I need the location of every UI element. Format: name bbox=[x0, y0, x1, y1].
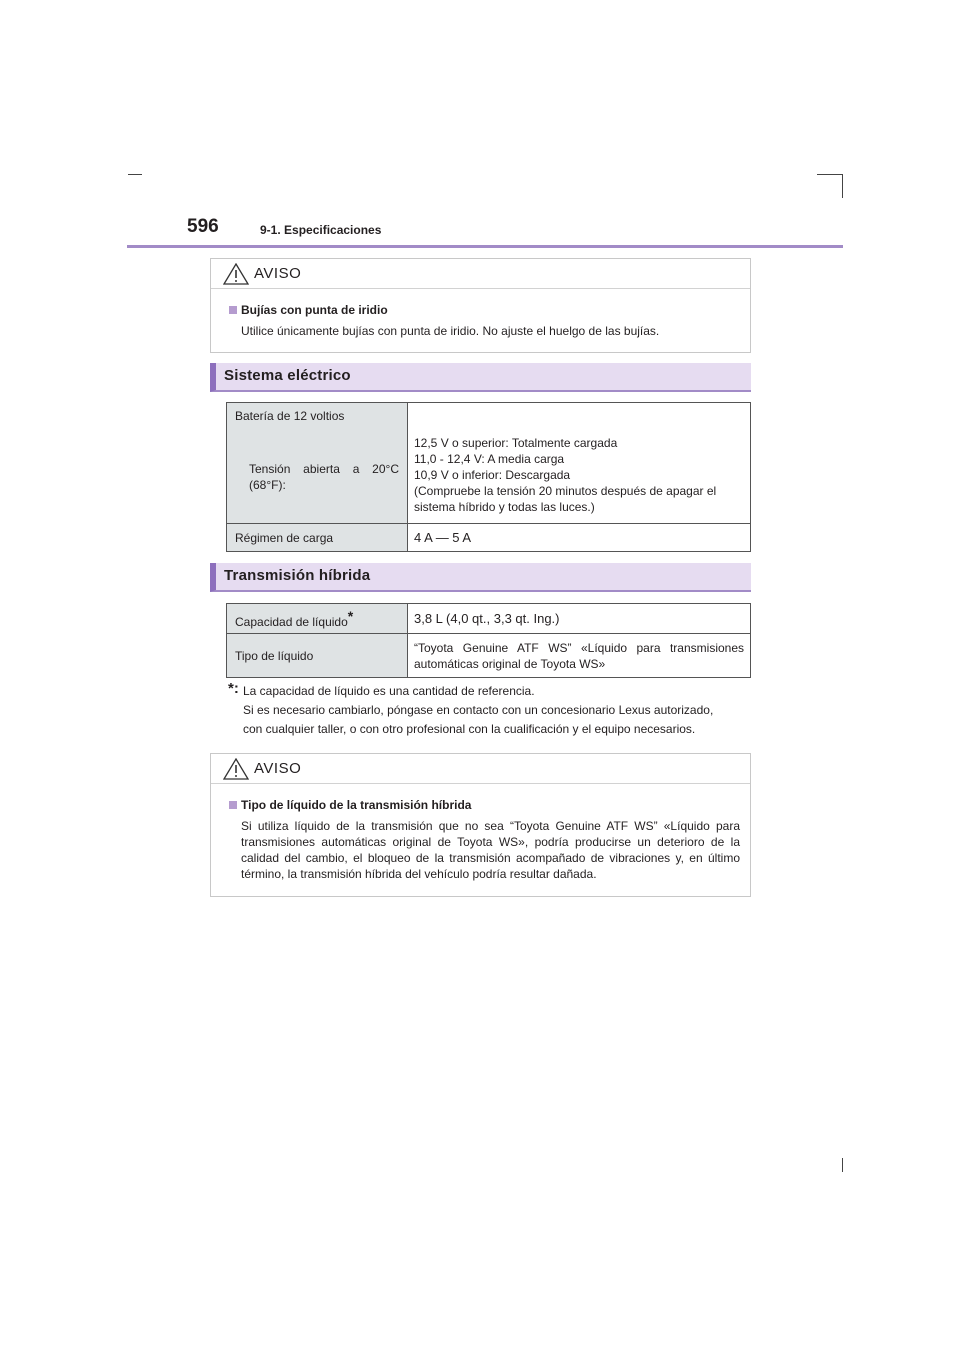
capacity-label-cell bbox=[227, 604, 408, 634]
voltage-values-cell bbox=[408, 403, 751, 524]
crop-mark-top-left bbox=[128, 174, 142, 175]
battery-label: Batería de 12 voltios bbox=[235, 409, 345, 423]
battery-label-cell bbox=[227, 403, 408, 524]
footnote-mark: * bbox=[347, 608, 354, 624]
capacity-label: Capacidad de líquido bbox=[235, 615, 348, 629]
section-reference: 9-1. Especificaciones bbox=[260, 223, 382, 237]
warning-box-transmission-fluid bbox=[210, 753, 751, 897]
voltage-line: 10,9 V o inferior: Descargada bbox=[414, 468, 571, 482]
warning-item-title bbox=[229, 798, 740, 812]
footnote-line: Si es necesario cambiarlo, póngase en contacto con un concesionario Lexus autorizado, bbox=[243, 703, 714, 717]
warning-item-title-text: Tipo de líquido de la transmisión híbrida bbox=[241, 798, 472, 812]
footnote-line: con cualquier taller, o con otro profesional con la cualificación y el equipo necesarios. bbox=[243, 722, 696, 736]
section-title-transmission bbox=[210, 563, 751, 592]
footnote-text bbox=[243, 682, 750, 739]
warning-box-spark-plugs bbox=[210, 258, 751, 353]
charge-value: 4 A — 5 A bbox=[408, 524, 751, 552]
warning-triangle-icon bbox=[223, 758, 249, 780]
voltage-line: 11,0 - 12,4 V: A media carga bbox=[414, 452, 565, 466]
warning-header bbox=[211, 259, 750, 289]
section-title-text: Sistema eléctrico bbox=[224, 367, 351, 384]
table-row bbox=[227, 524, 751, 552]
footnote-line: La capacidad de líquido es una cantidad de referencia. bbox=[243, 684, 535, 698]
charge-label: Régimen de carga bbox=[227, 524, 408, 552]
crop-mark-top-right-h bbox=[817, 174, 843, 175]
voltage-line: 12,5 V o superior: Totalmente cargada bbox=[414, 436, 618, 450]
crop-mark-top-right-v bbox=[842, 174, 843, 198]
warning-item-text: Utilice únicamente bujías con punta de iridio. No ajuste el huelgo de las bujías. bbox=[241, 324, 660, 338]
page-number: 596 bbox=[187, 216, 219, 237]
voltage-label: Tensión abierta a 20°C (68°F): bbox=[249, 462, 399, 492]
voltage-line: (Compruebe la tensión 20 minutos después de apagar el sistema híbrido y todas las luces.) bbox=[414, 484, 717, 514]
warning-item-text: Si utiliza líquido de la transmisión que no sea “Toyota Genuine ATF WS” «Líquido para transmisiones automáticas original de Toyota WS», podría producirse un deterioro de la calidad del cambio, el bloqueo de la transmisión acompañado de vibraciones y, en último término, la transmisión híbrida del vehículo podría resultar dañada. bbox=[241, 819, 740, 881]
warning-item-title-text: Bujías con punta de iridio bbox=[241, 303, 388, 317]
warning-header bbox=[211, 754, 750, 784]
warning-item-title bbox=[229, 303, 740, 317]
transmission-spec-table bbox=[226, 603, 751, 678]
footnote-mark: *: bbox=[228, 680, 239, 697]
fluid-label: Tipo de líquido bbox=[227, 634, 408, 678]
warning-title: AVISO bbox=[254, 760, 302, 777]
footnote bbox=[228, 682, 750, 739]
capacity-value: 3,8 L (4,0 qt., 3,3 qt. Ing.) bbox=[408, 604, 751, 634]
crop-mark-bottom-right bbox=[842, 1158, 843, 1172]
table-row bbox=[227, 403, 751, 524]
table-row bbox=[227, 634, 751, 678]
warning-title: AVISO bbox=[254, 265, 302, 282]
warning-body bbox=[211, 289, 750, 351]
section-title-electrical bbox=[210, 363, 751, 392]
bullet-square-icon bbox=[229, 801, 237, 809]
fluid-value: “Toyota Genuine ATF WS” «Líquido para transmisiones automáticas original de Toyota WS» bbox=[408, 634, 751, 678]
electrical-spec-table bbox=[226, 402, 751, 552]
warning-body bbox=[211, 784, 750, 894]
warning-triangle-icon bbox=[223, 263, 249, 285]
page-header bbox=[127, 214, 843, 248]
table-row bbox=[227, 604, 751, 634]
section-title-text: Transmisión híbrida bbox=[224, 567, 371, 584]
bullet-square-icon bbox=[229, 306, 237, 314]
